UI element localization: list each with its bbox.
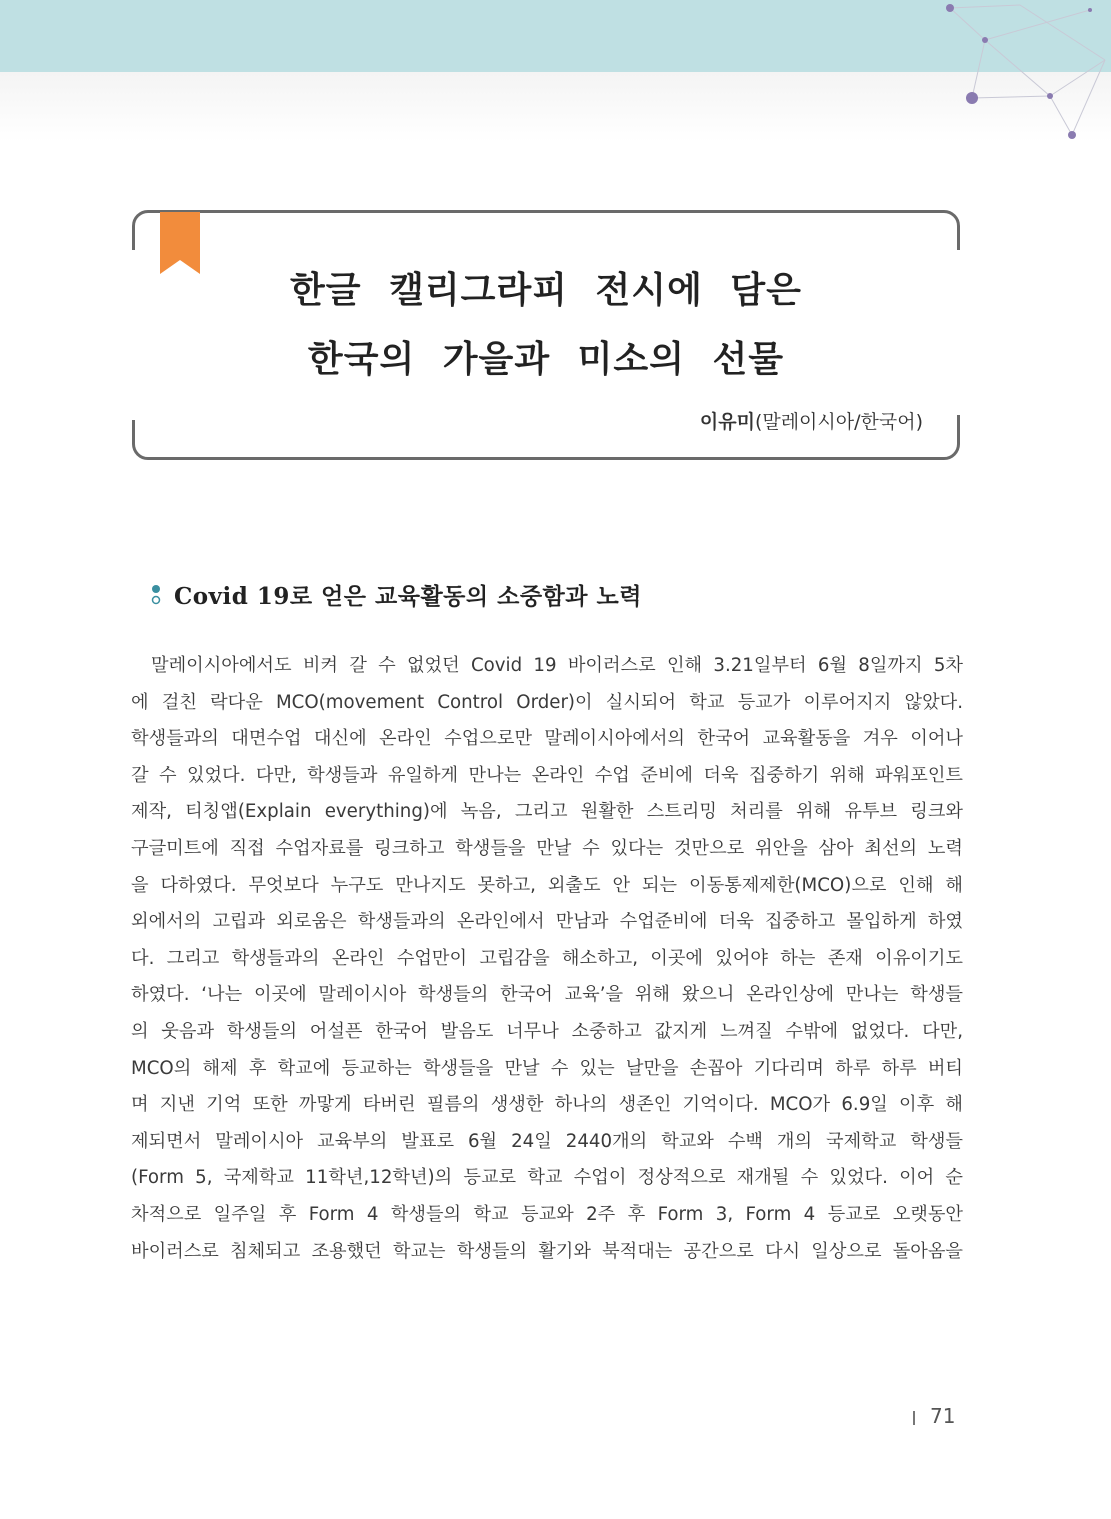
body-line: 다. 그리고 학생들과의 온라인 수업만이 고립감을 해소하고, 이곳에 있어야 하는 존재 이유이기도 xyxy=(131,947,963,969)
author-name: 이유미 xyxy=(699,411,755,433)
body-line: 외에서의 고립과 외로움은 학생들과의 온라인에서 만남과 수업준비에 더욱 집중하고 몰입하게 하였 xyxy=(131,911,963,933)
body-line: 의 웃음과 학생들의 어설픈 한국어 발음도 너무나 소중하고 값지게 느껴질 수밖에 없었다. 다만, xyxy=(131,1020,963,1042)
body-line: 제되면서 말레이시아 교육부의 발표로 6월 24일 2440개의 학교와 수백 개의 국제학교 학생들 xyxy=(131,1130,963,1152)
body-line: 제작, 티칭앱(Explain everything)에 녹음, 그리고 원활한 스트리밍 처리를 위해 유투브 링크와 xyxy=(131,801,963,823)
network-decoration-icon xyxy=(930,0,1111,150)
body-line: 며 지낸 기억 또한 까맣게 타버린 필름의 생생한 하나의 생존인 기억이다. MCO가 6.9일 이후 해 xyxy=(131,1094,963,1116)
body-line: 구글미트에 직접 수업자료를 링크하고 학생들을 만날 수 있다는 것만으로 위안을 삼아 최선의 노력 xyxy=(131,837,963,859)
author-affiliation: (말레이시아/한국어) xyxy=(754,411,923,433)
page-number: 71 xyxy=(930,1404,956,1428)
title-line-2: 한국의 가을과 미소의 선물 xyxy=(307,339,785,380)
body-line: 에 걸친 락다운 MCO(movement Control Order)이 실시되어 학교 등교가 이루어지지 않았다. xyxy=(131,691,963,713)
body-line: MCO의 해제 후 학교에 등교하는 학생들을 만날 수 있는 날만을 손꼽아 기다리며 하루 하루 버티 xyxy=(131,1057,963,1079)
body-line: 갈 수 있었다. 다만, 학생들과 유일하게 만나는 온라인 수업 준비에 더욱 집중하기 위해 파워포인트 xyxy=(131,764,963,786)
page-number-divider xyxy=(913,1411,915,1425)
author-byline xyxy=(700,407,923,434)
title-line-1: 한글 캘리그라피 전시에 담은 xyxy=(290,270,802,311)
section-heading xyxy=(150,578,642,611)
body-line: 바이러스로 침체되고 조용했던 학교는 학생들의 활기와 북적대는 공간으로 다시 일상으로 돌아옴을 xyxy=(131,1240,963,1262)
body-line: 을 다하였다. 무엇보다 누구도 만나지도 못하고, 외출도 안 되는 이동통제제한(MCO)으로 인해 해 xyxy=(131,874,963,896)
body-paragraph xyxy=(131,648,963,1270)
body-line: 차적으로 일주일 후 Form 4 학생들의 학교 등교와 2주 후 Form 3, Form 4 등교로 오랫동안 xyxy=(131,1203,963,1225)
body-line: 말레이시아에서도 비켜 갈 수 없었던 Covid 19 바이러스로 인해 3.21일부터 6월 8일까지 5차 xyxy=(151,655,963,676)
body-line: (Form 5, 국제학교 11학년,12학년)의 등교로 학교 수업이 정상적으로 재개될 수 있었다. 이어 순 xyxy=(131,1167,963,1189)
body-line: 학생들과의 대면수업 대신에 온라인 수업으로만 말레이시아에서의 한국어 교육활동을 겨우 이어나 xyxy=(131,728,963,750)
body-line: 하였다. ‘나는 이곳에 말레이시아 학생들의 한국어 교육’을 위해 왔으니 온라인상에 만나는 학생들 xyxy=(131,984,963,1006)
section-heading-text: Covid 19로 얻은 교육활동의 소중함과 노력 xyxy=(174,583,642,610)
